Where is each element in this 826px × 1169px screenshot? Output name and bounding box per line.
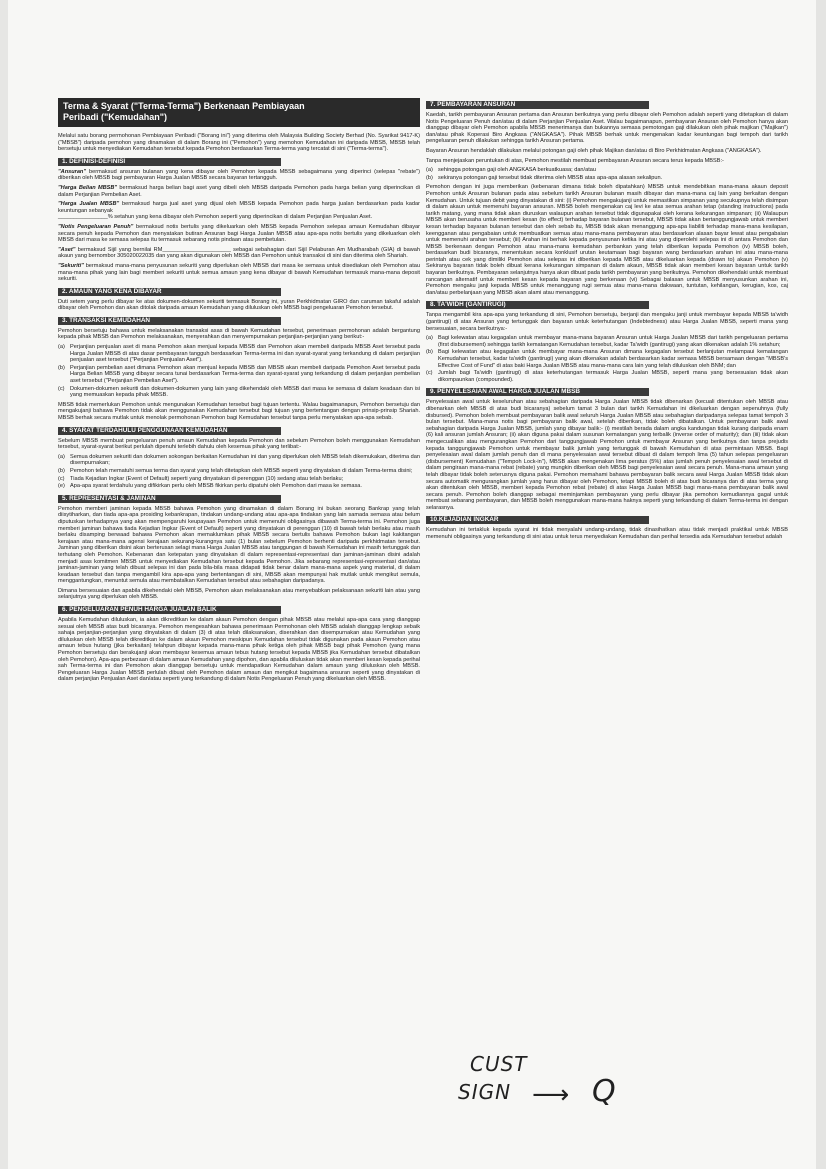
section-1-heading: 1. DEFINISI-DEFINISI [58, 158, 281, 166]
term: "Aset" [58, 246, 76, 253]
left-column [58, 98, 420, 686]
list-item: (e) Apa-apa syarat terdahulu yang difikirkan perlu oleh MBSB fikirkan perlu dipatuhi oleh Pemohon dari masa ke semasa. [58, 483, 362, 490]
section-7-text-2: Bayaran Ansuran hendaklah dilakukan melalui potongan gaji oleh pihak Majikan dan/atau di Biro Perkhidmatan Angkasa ("ANGKASA"). [426, 147, 762, 154]
section-8-list [426, 335, 788, 383]
definition-ansuran [58, 169, 420, 182]
section-8-text: Tanpa mengambil kira apa-apa yang terkandung di sini, Pemohon bersetuju, berjanji dan mengaku janji untuk membayar kepada MBSB ta'widh (gantirugi) di atas Ansuran yang tertunggak dan bayaran untuk keterhutangan (Indebtedness) atau Harga Jualan MBSB, seperti mana yang bersesuaian, secara berikutnya:- [426, 312, 788, 332]
section-7-list [426, 167, 788, 181]
right-column [426, 96, 788, 544]
definition-text: ________________% setahun yang kena dibayar oleh Pemohon seperti yang diperincikan di dalam Perjanjian Penjualan Aset. [58, 214, 373, 221]
term: "Sekuriti" [58, 262, 84, 269]
definition-text: bermaksud notis bertulis yang dikeluarkan oleh MBSB kepada Pemohon selepas amaun Kemudahan dibayar secara penuh kepada Pemohon dan menyatakan butiran Ansuran bagi Harga Jualan MBSB atau apa-apa notis bertulis yang dikeluarkan oleh MBSB dari masa ke semasa selepas itu termasuk sebarang notis pindaan atau pembetulan. [58, 223, 420, 244]
section-4-text: Sebelum MBSB membuat pengeluaran penuh amaun Kemudahan kepada Pemohon dan sebelum Pemohon boleh menggunakan Kemudahan tersebut, syarat-syarat berikut perlulah dipenuhi terlebih dahulu oleh kesemua pihak yang terlibat:- [58, 437, 420, 451]
definition-harga-belian [58, 185, 420, 198]
section-7-text-3: Tanpa menjejaskan peruntukan di atas, Pemohon mestilah membuat pembayaran Ansuran secara terus kepada MBSB:- [426, 157, 724, 164]
section-7-text: Kaedah, tarikh pembayaran Ansuran pertama dan Ansuran berikutnya yang perlu dibayar oleh Pemohon adalah seperti yang ditetapkan di dalam Notis Pengeluaran Penuh dan/atau di dalam Perjanjian Penjualan Aset. Walau bagaimanapun, pembayaran Ansuran oleh Pemohon hanya akan dianggap dibayar oleh Pemohon apabila MBSB menerimanya dan bukannya semasa pemotongan gaji dilakukan oleh pihak majikan ("Majikan") dan/atau pihak Koperasi Biro Angkasa ("ANGKASA"). Pihak MBSB berhak untuk mengenakan kadar keuntungan bagi tempoh dari tarikh pengeluaran penuh dilakukan sehingga tarikh Ansuran pertama. [426, 112, 788, 145]
section-2-text: Duti setem yang perlu dibayar ke atas dokumen-dokumen sekuriti termasuk Borang ini, yuran Perkhidmatan GIRO dan caruman takaful adalah dibayar oleh Pemohon dan akan ditolak daripada amaun Kemudahan yang diluluskan oleh MBSB bagi pengeluaran Pemohon tersebut. [58, 298, 420, 312]
list-item: (b) Pemohon telah mematuhi semua terma dan syarat yang telah ditetapkan oleh MBSB seperti yang dinyatakan di dalam Terma-terma disini; [58, 467, 413, 474]
list-item: (b) Perjanjian pembelian aset dimana Pemohon akan menjual kepada MBSB dan MBSB akan membeli daripada Pemohon Aset tersebut pada Harga Belian MBSB yang dibayar secara tunai berdasarkan Terma-terma dan syarat-syarat yang terkandung di dalam perjanjian pembelian aset tersebut ("Perjanjian Pembelian Aset"). [58, 364, 420, 385]
definition-text: bermaksud mana-mana penyusunan sekuriti yang diperlukan oleh MBSB dari masa ke semasa untuk disediakan oleh Pemohon atau mana-mana pihak yang lain bagi memberi sekuriti untuk semua amaun yang kena dibayar di bawah Kemudahan termasuk mana-mana deposit sekuriti. [58, 262, 420, 283]
definition-text: bermaksud harga jual aset yang dijual oleh MBSB kepada Pemohon pada harga jualan berdasarkan pada kadar keuntungan sebanyak [58, 201, 420, 214]
section-3-text: Pemohon bersetuju bahawa untuk melaksanakan transaksi asas di bawah Kemudahan tersebut, penerimaan permohonan adalah bergantung kepada pihak MBSB dan Pemohon melaksanakan, menyerahkan dan menyempurnakan perjanjian-perjanjian yang berikut:- [58, 327, 420, 341]
section-5-text-2: Dimana bersesuaian dan apabila dikehendaki oleh MBSB, Pemohon akan melaksanakan atau menyebabkan pelaksanaan sekuriti lain atau yang selanjutnya yang diperlukan oleh MBSB. [58, 587, 420, 601]
definition-aset [58, 247, 420, 260]
section-10-text: Kemudahan ini tertakluk kepada syarat ini tidak menyalahi undang-undang, tidak dinasihatkan atau tidak menjadi praktikal untuk MBSB memenuhi obligasinya yang terkandung di sini atau untuk terus menyediakan Kemudahan dan perihal tersedia ada Kemudahan tersebut adalah [426, 527, 788, 541]
list-item: (a) Perjanjian penjualan aset di mana Pemohon akan menjual kepada MBSB dan Pemohon akan membeli daripada MBSB Aset tersebut pada Harga Jualan MBSB di atas dasar pembayaran tangguh berdasarkan Terma-terma ini dan syarat-syarat yang terkandung di dalam perjanjian penjualan aset tersebut ("Perjanjian Penjualan Aset"). [58, 344, 420, 364]
list-item: (b) Bagi kelewatan atau kegagalan untuk membayar mana-mana Ansuran dimana kegagalan tersebut berlanjutan melampaui kematangan Kemudahan tersebut, kadar ta'widh (gantirugi) yang akan dikenakan adalah berdasarkan kadar semasa MBSB bersamaan dengan "MBSB's Effective Cost of Fund" di atas baki Harga Jualan MBSB atau mana-mana cara lain yang telah diluluskan oleh BNM; dan [426, 349, 788, 369]
definition-sekuriti [58, 263, 420, 283]
section-4-heading: 4. SYARAT TERDAHULU PENGGUNAAN KEMUDAHAN [58, 427, 281, 435]
definition-harga-jualan [58, 201, 420, 221]
scan-edge-left [0, 0, 8, 1169]
title-line-1: Terma & Syarat ("Terma-Terma") Berkenaan Pembiayaan [63, 101, 305, 111]
section-9-text: Penyelesaian awal untuk keseluruhan atau sebahagian daripada Harga Jualan MBSB tidak dibenarkan (kecuali ditentukan oleh MBSB atau dibenarkan oleh MBSB di atas budi bicaranya) sebelum tamat 3 bulan dari tarikh Kemudahan ini dikeluarkan dengan sepenuhnya (fully disbursed). Pemohon boleh membuat pembayaran balik awal seluruh Harga Jualan MBSB atau sebahagian daripadanya selepas tamat tempoh 3 bulan tersebut. Mana-mana notis bagi pembayaran balik awal, setelah diberikan, tidak boleh dibatalkan. Untuk pembayaran balik awal sebahagian daripada Harga Jualan MBSB, jumlah yang dibayar balik:- (i) mestilah berada dalam angka kandungan tidak kurang daripada enam (6) kali ansuran jumlah Ansuran; (ii) akan diguna pakai dalam susunan kematangan yang terbalik (inverse order of maturity); dan (iii) tidak akan mengecualikan atau mengurangkan Pemohon dari tanggungjawab Pemohon untuk membayar Ansuran yang berikutnya dan tanpa prejudis kepada tanggungjawab Pemohon untuk membayar balik jumlah yang tertunggak di bawah Kemudahan di atas permintaan MBSB. Bagi penyelesaian awal dalam jumlah penuh dan di mana penyelesaian awal tersebut dibuat di dalam tempoh lima (5) tahun selepas pengeluaran (disbursement) Kemudahan ("Tempoh Lock-in"), MBSB akan mengenakan lima peratus (5%) atas jumlah penuh penyelesaian awal tersebut di dalam pengiraan mana-mana rebat (rebate) yang mungkin diberikan oleh MBSB bagi penyelesaian awal secara penuh. Mana-mana amaun yang telah dibayar tidak boleh seterusnya diguna pakai. Pemohon memahami bahawa pembayaran balik secara awal Harga Jualan MBSB tidak akan secara automatik mengurangkan jumlah yang harus dibayar oleh Pemohon, tetapi MBSB boleh di atas budi bicaranya dan di atas terma yang akan ditentukan oleh MBSB, memberi kepada Pemohon rebat (rebate) di atas Harga Jualan MBSB bagi mana-mana pembayaran balik awal secara penuh. Pemohon boleh dianggap sebagai meminjamkan pembayaran yang perlu dibayar jika pemohon kemudiannya gagal untuk membuat sebarang pembayaran, dan MBSB boleh menggunakan mana-mana haknya seperti yang terkandung di dalam Terma-terma ini dengan selarasnya. [426, 399, 788, 511]
section-7-text-4: Pemohon dengan ini juga memberikan (kebenaran dimana tidak boleh dipatahkan) MBSB untuk mendebitkan mana-mana akaun deposit Pemohon untuk Ansuran bulanan pada atau sebelum tarikh Ansuran bulanan masih dibayar dan mana-mana caj lain yang berkaitan dengan Kemudahan. Untuk tujuan debit yang dinyatakan di sini: (i) Pemohon mengakujanji untuk memastikan simpanan yang secukupnya telah disimpan di dalam akaun untuk memenuhi bayaran ansuran. MBSB boleh mengenakan caj levi ke atas semua arahan tetap (standing instructions) pada tarikh matang, yang mana tidak akan diuruskan walaupun arahan tersebut tidak digunapakai oleh kerana kekurangan simpanan; (ii) Walaupun MBSB akan berusaha untuk memberi kesan (to effect) terhadap bayaran bulanan tersebut, MBSB tidak akan bertanggungjawab untuk memberi kesan terhadap bayaran bulanan tersebut dan oleh sebab itu, MBSB tidak akan menanggung apa-apa liabiliti terhadap mana-mana kesilapan, keengganan atau pengabaian untuk membuatkan semua atau mana-mana pembayaran atau berdasarkan alasan bayar lewat atau pengabaian untuk memenuhi arahan tersebut; (iii) Arahan ini berhak kepada penyusunan ketika ini atau yang diperolehi selepas ini di antara Pemohon dan MBSB berkenaan dengan Pemohon atau mana-mana kemudahan perbankan yang telah diberikan kepada Pemohon (iv) MBSB boleh, berdasarkan budi bicaranya, menentukan secara konklusif urutan keutamaan bagi bayaran wang berdasarkan arahan ini atau mana-mana perintah atau cek yang dimiliki Pemohon atau selepas ini diberikan kepada MBSB atau dikeluarkan kepada (drawn to) akaun Pemohon (v) Sekiranya bayaran tidak boleh dibuat kerana kekurangan simpanan di dalam akaun, MBSB tidak akan memberi kesan bayaran untuk tarikh bayaran berikutnya. Pembayaran selanjutnya hanya akan dibuat pada tarikh pembayaran yang berikutnya. Pemohon dikehendaki untuk membuat rancangan alternatif untuk memberi kesan kepada bayaran yang berkenaan (vi) Sebagai balasan untuk MBSB menyusunkan arahan ini, Pemohon mengaku janji kepada MBSB untuk menanggung rugi semua atau mana-mana dakwaan, tuntutan, kehilangan, kerugian, kos, caj dan/atau perbelanjaan yang MBSB akan alami atau menanggung. [426, 184, 788, 296]
list-item: (c) Dokumen-dokumen sekuriti dan dokumen-dokumen yang lain yang dikehendaki oleh MBSB dari masa ke semasa di dalam keadaan dan isi yang memuaskan kepada pihak MBSB. [58, 385, 420, 399]
section-8-heading: 8. TA'WIDH (GANTIRUGI) [426, 301, 649, 309]
title-line-2: Peribadi ("Kemudahan") [63, 112, 168, 122]
list-item: (b) sekiranya potongan gaji tersebut tidak diterima oleh MBSB atas apa-apa alasan sekalipun. [426, 174, 663, 181]
section-5-heading: 5. REPRESENTASI & JAMINAN [58, 495, 281, 503]
definition-text: bermaksud ansuran bulanan yang kena dibayar oleh Pemohon kepada MBSB sebagaimana yang diperinci (selepas "rebate") diberikan oleh MBSB bagi pembayaran Harga Jualan MBSB secara bayaran tertangguh. [58, 168, 420, 182]
list-item: (a) Semua dokumen sekuriti dan dokumen sokongan berkaitan Kemudahan ini dan yang diperlukan oleh MBSB telah dikemukakan, diterima dan disempurnakan; [58, 453, 420, 467]
scan-edge-right [816, 0, 826, 1169]
section-6-text: Apabila Kemudahan diluluskan, ia akan dikreditkan ke dalam akaun Pemohon dengan pihak MBSB atau melalui apa-apa cara yang dianggap sesuai oleh MBSB atas budi bicaranya. Pemohon mengesahkan bahawa penerimaan Permohonan oleh MBSB adalah dianggap lengkap sebaik sahaja perjanjian-perjanjian yang dinyatakan di dalam (3) di atas telah dilaksanakan, diserahkan dan disempurnakan atau Kemudahan yang diluluskan oleh MBSB telah dikreditkan ke dalam akaun Pemohon meskipun Kemudahan tersebut tidak digunakan pada akaun Pemohon atau amaun tebus hutang (jika berkaitan) telahpun dibayar kepada mana-mana pihak ketiga oleh pihak MBSB bagi pihak Pemohon (yang mana Pemohon bersetuju dan berakujanji akan membayar kesemua amaun tebus hutang tersebut kepada MBSB jika Kemudahan tersebut dibatalkan oleh Pemohon). Apa-apa perbezaan di dalam amaun Kemudahan yang dipohon, dan apabila diluluskan tidak akan memberi kesan kepada perihal sah Terma-terma ini dan Pemohon akan dianggap bersetuju untuk mendapatkan Kemudahan dalam amaun yang diluluskan oleh MBSB. Pengeluaran Harga Jualan MBSB perlulah dibuat oleh Pemohon dalam amaun dan mengikut bagaimana ansuran seperti yang dinyatakan di dalam perjanjian Penjualan Aset dan/atau seperti yang terkandung di dalam Notis Pengeluaran Penuh yang dikeluarkan oleh MBSB. [58, 617, 420, 683]
section-4-list [58, 454, 420, 490]
handwritten-arrow: ⟶ [532, 1080, 571, 1110]
list-item: (a) Bagi kelewatan atau kegagalan untuk membayar mana-mana bayaran Ansuran untuk Harga Jualan MBSB dari tarikh pengeluaran pertama (first disbursement) sehingga tarikh kematangan Kemudahan tersebut, kadar Ta'widh (gantirugi) yang akan dikenakan adalah 1% setahun; [426, 335, 788, 348]
definition-text: bermaksud Sijil yang bernilai RM______________________ sebagai sebahagian dari Sijil Pelaburan Am Mudharabah (GIA) di bawah akaun yang bernombor 305020022035 dan yang akan digunakan oleh MBSB dan Pemohon untuk transaksi di sini dan diterima oleh Shariah. [58, 246, 420, 260]
definition-notis [58, 224, 420, 244]
section-3-tail: MBSB tidak memerlukan Pemohon untuk mengunakan Kemudahan tersebut bagi tujuan tertentu. Walau bagaimanapun, Pemohon bersetuju dan mengakujanji bahawa Pemohon tidak akan menggunakan Kemudahan tersebut bagi tujuan yang bertentangan dengan prinsip-prinsip Shariah. MBSB berhak secara mutlak untuk menolak permohonan Pemohon bagi Kemudahan tersebut tanpa perlu menyatakan apa-apa sebab. [58, 401, 420, 421]
list-item: (a) sehingga potongan gaji oleh ANGKASA berkuatkuasa; dan/atau [426, 167, 596, 174]
document-title [58, 98, 420, 127]
section-5-text: Pemohon memberi jaminan kepada MBSB bahawa Pemohon yang dinamakan di dalam Borang ini bukan seorang Bankrap yang telah diisytiharkan, dan tiada apa-apa prosiding kebankrapan, tindakan undang-undang atau apa-apa tindakan yang lain samada semasa atau belum diputuskan terhadapnya yang akan mempengaruhi keupayaan Pemohon untuk memenuhi obligasinya dibawah Terma-terma ini. Pemohon juga memberi jaminan bahawa tiada Kejadian Ingkar (Event of Default) seperti yang dinyatakan di perenggan (10) di bawah telah berlaku atau masih berlaku disamping berwaad bahawa Pemohon akan memaklumkan pihak MBSB secara bertulis bahawa Pemohon bukan lagi kakitangan kerajaan atau mana-mana agensi kerajaan sekurang-kurangnya satu (1) bulan sebelum Pemohon berhenti daripada perkhidmatan tersebut. Jaminan yang diberikan disini akan berterusan selagi mana Harga Jualan MBSB atau tanggungan di bawah Kemudahan ini masih tertunggak dan terhutang oleh Pemohon. Kebenaran dan ketepatan yang dinyatakan di dalam representasi-representasi dan jaminan-jaminan disini adalah menjadi asas komitmen MBSB untuk menyediakan Kemudahan tersebut kepada Pemohon. Jika sebarang representasi-representasi dan/atau jaminan-jaminan yang telah dibuat selepas ini dan pada bila-bila masa didapati tidak benar dalam mana-mana aspek yang material, di dalam keadaan tersebut dan tanpa mengambil kira apa-apa yang bertentangan di sini, MBSB akan mempunyai hak mutlak untuk mengikut semula, menggantungkan, menuntut semula atau membatalkan Kemudahan tersebut atau sebahagian daripadanya. [58, 505, 420, 585]
term: "Ansuran" [58, 168, 86, 175]
handwritten-sign: SIGN [458, 1080, 512, 1104]
term: "Notis Pengeluaran Penuh" [58, 223, 134, 230]
term: "Harga Belian MBSB" [58, 184, 118, 191]
section-9-heading: 9. PENYELESAIAN AWAL HARGA JUALAN MBSB [426, 388, 649, 396]
section-2-heading: 2. AMAUN YANG KENA DIBAYAR [58, 288, 281, 296]
section-10-heading: 10.KEJADIAN INGKAR [426, 516, 649, 524]
list-item: (c) Tiada Kejadian Ingkar (Event of Default) seperti yang dinyatakan di perenggan (10) sedang atau telah berlaku; [58, 475, 344, 482]
section-7-heading: 7. PEMBAYARAN ANSURAN [426, 101, 649, 109]
section-6-heading: 6. PENGELUARAN PENUH HARGA JUALAN BALIK [58, 606, 281, 614]
handwritten-q: Q [592, 1074, 617, 1109]
definition-text: bermaksud harga belian bagi aset yang dibeli oleh MBSB daripada Pemohon pada harga belian yang diperincikan di dalam Perjanjian Pembelian Aset. [58, 184, 421, 198]
section-3-heading: 3. TRANSAKSI KEMUDAHAN [58, 317, 281, 325]
list-item: (c) Jumlah bagi Ta'widh (gantirugi) di atas keterhutangan termasuk Harga Jualan MBSB, seperti mana yang bersesuaian tidak akan dikompaunkan (compounded). [426, 370, 788, 383]
term: "Harga Jualan MBSB" [58, 201, 120, 208]
section-3-list [58, 344, 420, 399]
handwritten-cust: CUST [470, 1052, 528, 1076]
intro-paragraph: Melalui satu borang permohonan Pembiayaan Peribadi ("Borang ini") yang diterima oleh Malaysia Building Society Berhad (No. Syarikat 9417-K) ("MBSB") daripada pemohon yang dinamakan di dalam Borang ini ("Pemohon") yang memohon Kemudahan ini daripada MBSB, MBSB telah bersetuju untuk menyediakan Kemudahan tersebut kepada Pemohon berdasarkan Terma-terma yang tercatat di sini ("Terma-terma"). [58, 133, 420, 153]
